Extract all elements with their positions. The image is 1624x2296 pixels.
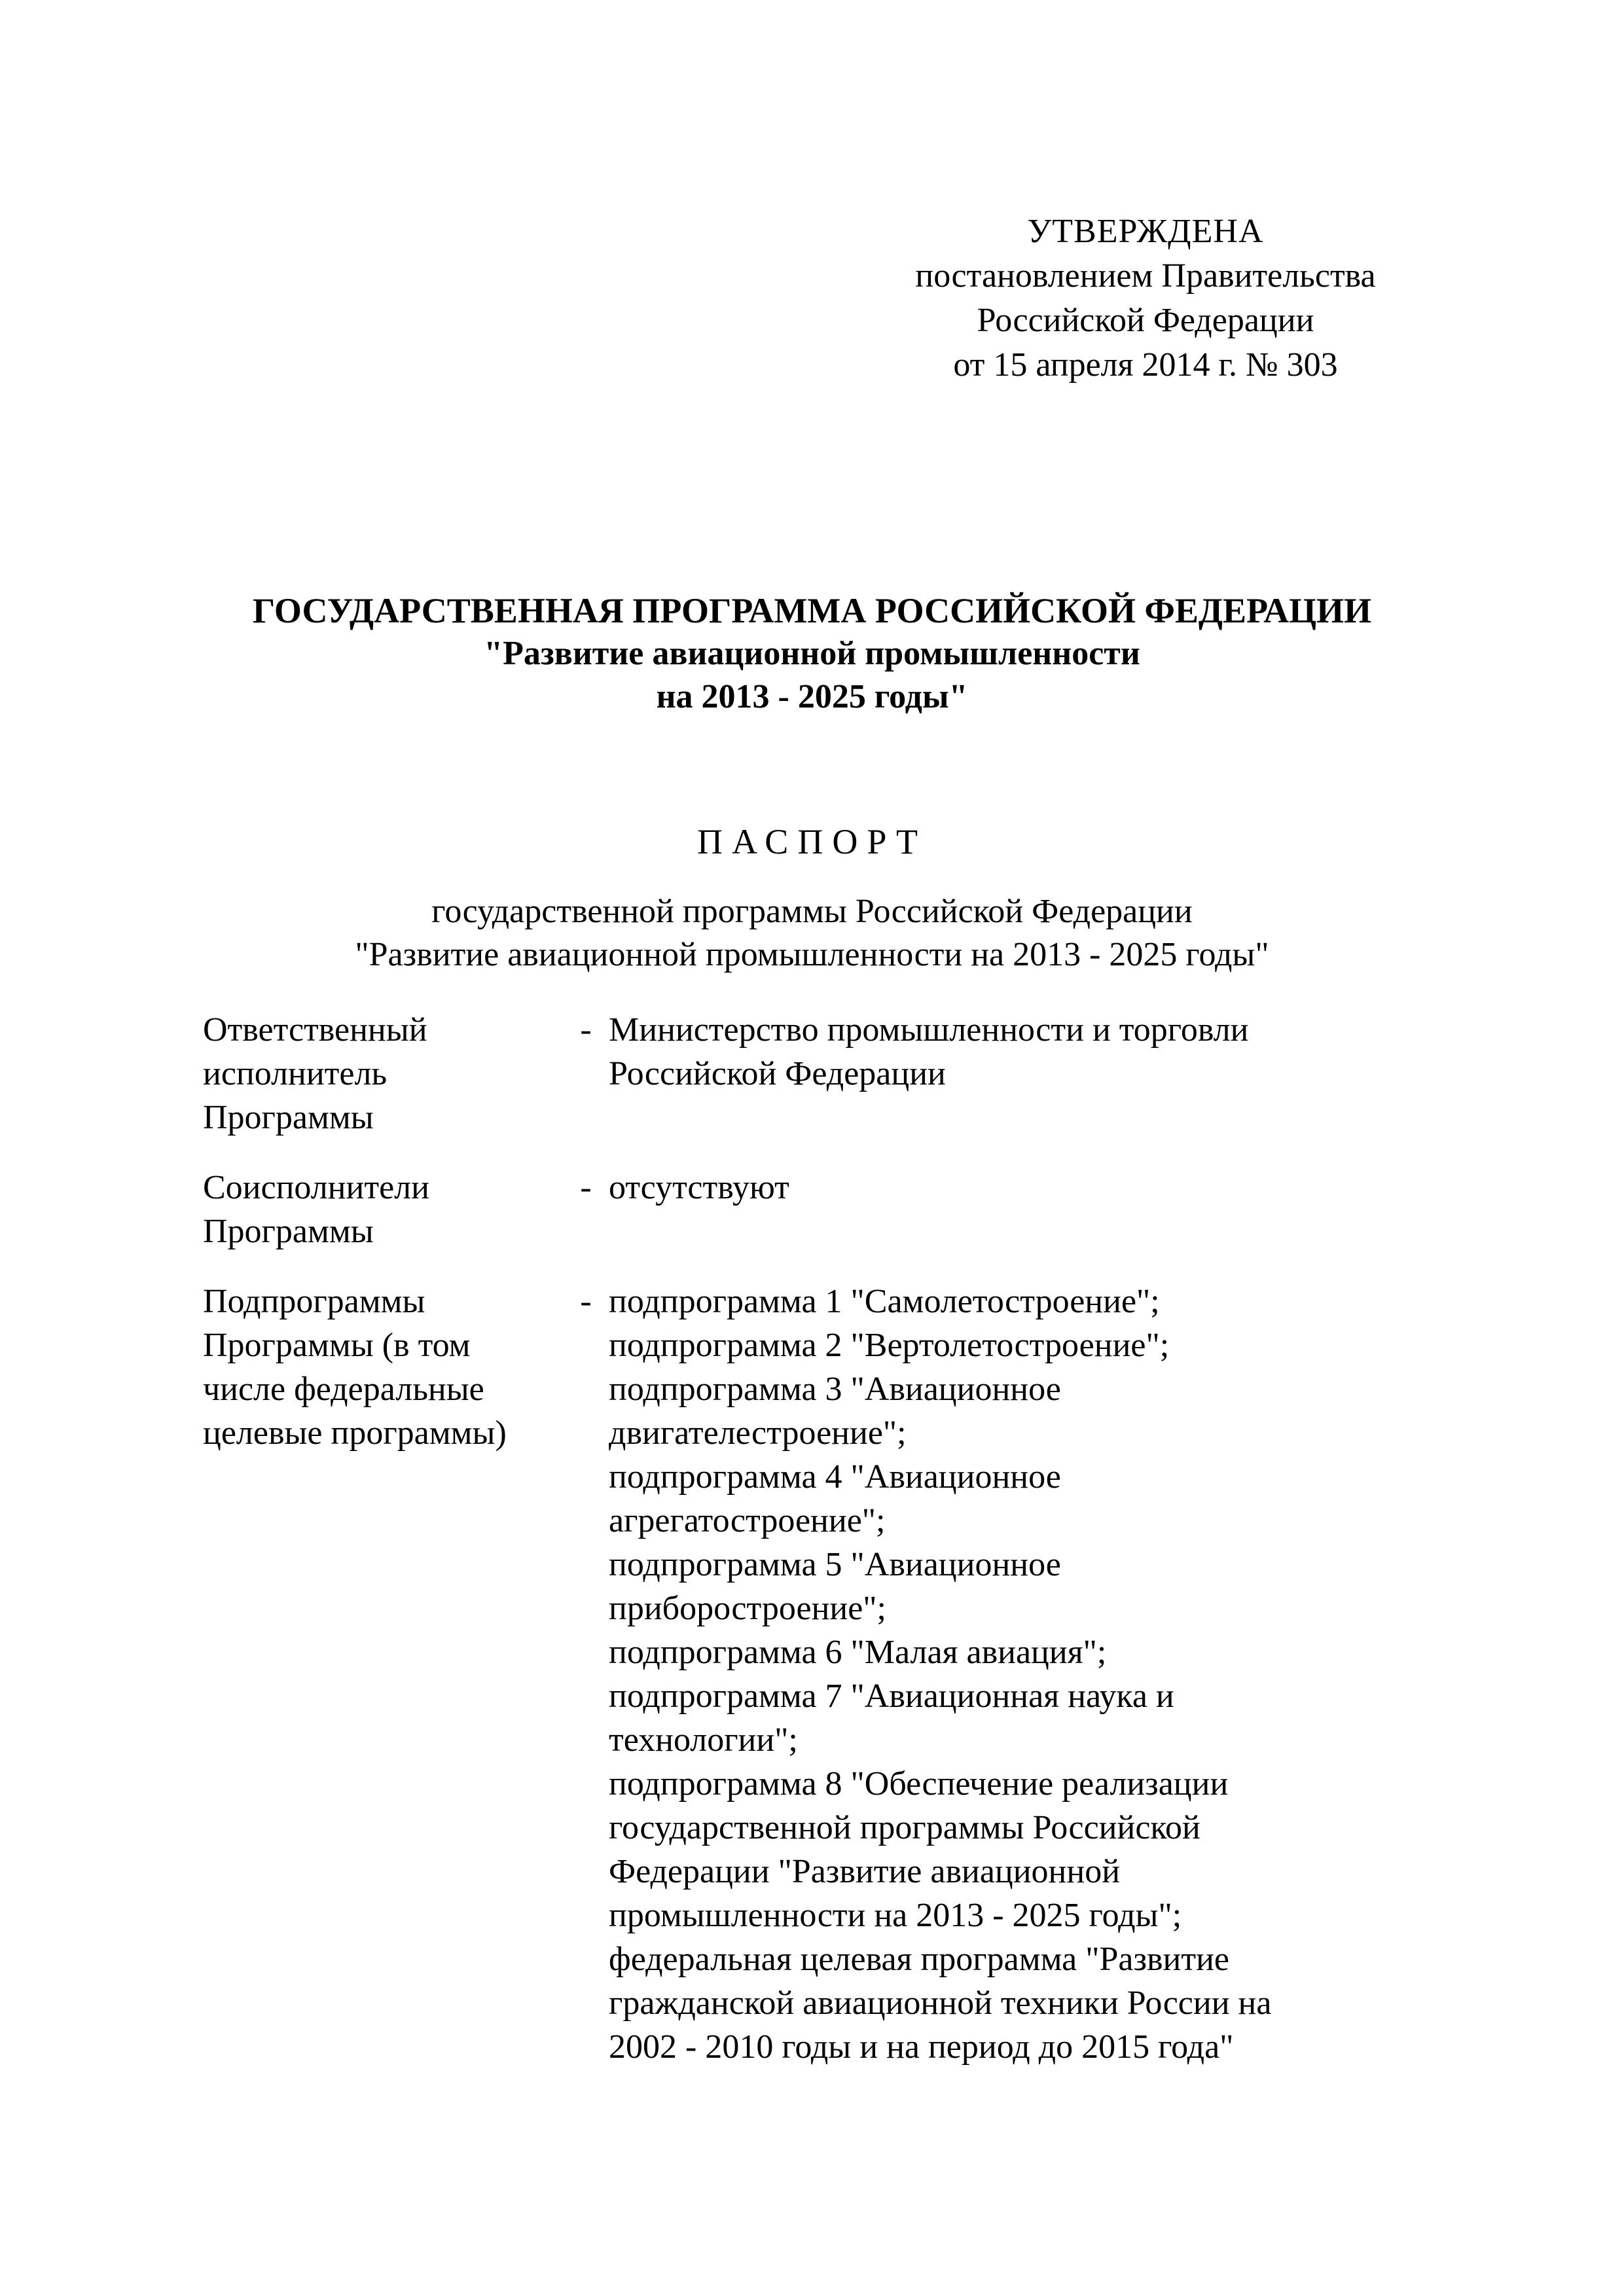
row-dash: -: [580, 1283, 592, 1320]
subprogram-line: подпрограмма 6 "Малая авиация";: [609, 1634, 1107, 1671]
passport-subtitle-line-2: "Развитие авиационной промышленности на 2013 - 2025 годы": [355, 936, 1269, 973]
row-label-line: числе федеральные: [203, 1371, 484, 1408]
program-heading: ГОСУДАРСТВЕННАЯ ПРОГРАММА РОССИЙСКОЙ ФЕДЕРАЦИИ: [252, 591, 1372, 630]
row-label-line: Программы: [203, 1099, 374, 1136]
subprogram-line: подпрограмма 8 "Обеспечение реализации: [609, 1765, 1229, 1803]
approval-line-2: Российской Федерации: [977, 302, 1314, 339]
subprogram-line: агрегатостроение";: [609, 1502, 886, 1539]
row-label-line: Программы: [203, 1213, 374, 1250]
federal-program-line: федеральная целевая программа "Развитие: [609, 1941, 1230, 1978]
subprogram-line: подпрограмма 2 "Вертолетостроение";: [609, 1327, 1170, 1364]
passport-row-co-executors: [203, 1166, 1447, 1253]
program-name-line-1: "Развитие авиационной промышленности: [484, 635, 1140, 672]
row-label-line: исполнитель: [203, 1055, 388, 1092]
row-label-line: Ответственный: [203, 1011, 427, 1049]
federal-program-line: гражданской авиационной техники России на: [609, 1984, 1272, 2022]
row-value: [609, 1166, 1447, 1253]
subprogram-line: государственной программы Российской: [609, 1809, 1200, 1846]
approval-date-number: от 15 апреля 2014 г. № 303: [953, 346, 1338, 384]
subprogram-line: подпрограмма 4 "Авиационное: [609, 1458, 1061, 1496]
row-label-line: Соисполнители: [203, 1169, 429, 1206]
row-label-line: Подпрограммы: [203, 1283, 425, 1320]
row-value-line: отсутствуют: [609, 1169, 789, 1206]
subprogram-line: двигателестроение";: [609, 1414, 907, 1452]
program-name-line-2: на 2013 - 2025 годы": [656, 678, 968, 715]
passport-subtitle: [0, 890, 1624, 977]
subprogram-line: подпрограмма 3 "Авиационное: [609, 1371, 1061, 1408]
federal-program-line: 2002 - 2010 годы и на период до 2015 года": [609, 2028, 1234, 2066]
row-value-line: Министерство промышленности и торговли: [609, 1011, 1249, 1049]
subprogram-line: промышленности на 2013 - 2025 годы";: [609, 1897, 1182, 1934]
passport-row-responsible-executor: [203, 1008, 1447, 1139]
row-label-line: целевые программы): [203, 1414, 507, 1452]
passport-row-subprograms: [203, 1280, 1447, 2069]
approval-block: [844, 209, 1447, 387]
approval-title: УТВЕРЖДЕНА: [1027, 213, 1264, 250]
passport-heading: ПАСПОРТ: [697, 822, 927, 861]
row-value: [609, 1008, 1447, 1139]
subprogram-line: подпрограмма 1 "Самолетостроение";: [609, 1283, 1160, 1320]
passport-subtitle-line-1: государственной программы Российской Федерации: [431, 893, 1193, 930]
approval-line-1: постановлением Правительства: [915, 257, 1376, 295]
subprogram-line: Федерации "Развитие авиационной: [609, 1853, 1121, 1890]
row-dash: -: [580, 1011, 592, 1049]
row-label: [203, 1280, 556, 2069]
program-title-block: [0, 589, 1624, 719]
subprogram-line: приборостроение";: [609, 1590, 886, 1627]
row-dash: -: [580, 1169, 592, 1206]
row-value: [609, 1280, 1447, 2069]
row-value-line: Российской Федерации: [609, 1055, 946, 1092]
row-label: [203, 1166, 556, 1253]
subprogram-line: подпрограмма 5 "Авиационное: [609, 1546, 1061, 1583]
subprogram-line: подпрограмма 7 "Авиационная наука и: [609, 1677, 1174, 1715]
row-label: [203, 1008, 556, 1139]
row-label-line: Программы (в том: [203, 1327, 471, 1364]
passport-table: [203, 1008, 1447, 2095]
subprogram-line: технологии";: [609, 1721, 798, 1759]
